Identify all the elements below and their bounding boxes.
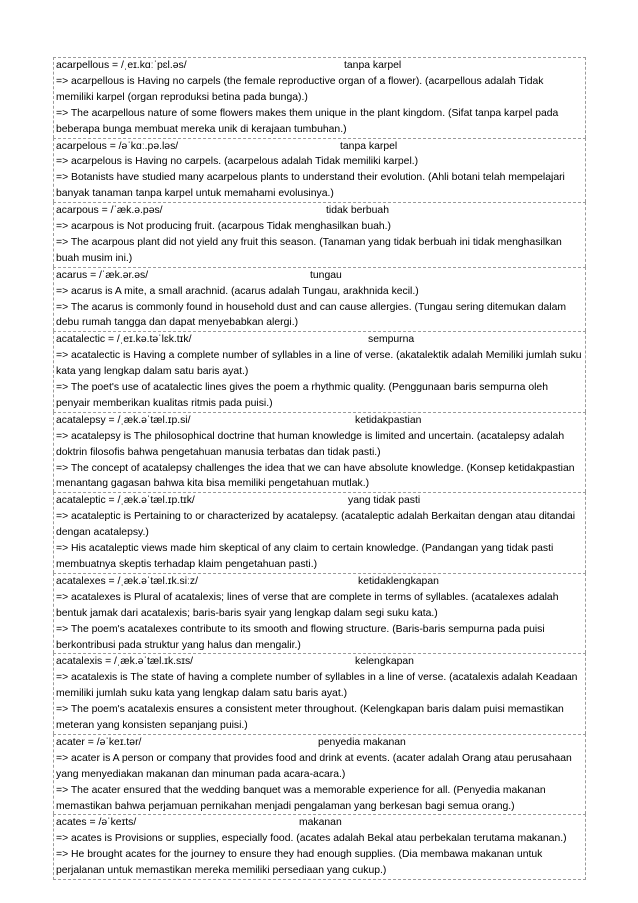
definition: => acarpellous is Having no carpels (the female reproductive organ of a flower). (acarpellous adalah Tidak memiliki karpel (organ reproduksi betina pada bunga).) [56,75,544,103]
example-sentence: => His acataleptic views made him skeptical of any claim to certain knowledge. (Pandangan yang tidak pasti membuatnya skeptis terhadap klaim pengetahuan pasti.) [56,543,554,570]
entry-acatalectic [53,331,586,412]
entry-headline [56,268,583,284]
entry-headline [56,815,583,831]
definition: => acarus is A mite, a small arachnid. (acarus adalah Tungau, arakhnida kecil.) [56,285,419,297]
translation: tidak berbuah [326,205,389,217]
entry-headline [56,735,583,751]
entry-acarus [53,267,586,332]
definition: => acatalepsy is The philosophical doctrine that human knowledge is limited and uncertain. (acatalepsy adalah doktrin filosofis bahwa pengetahuan manusia terbatas dan tidak pasti.) [56,430,565,458]
definition: => acatalectic is Having a complete number of syllables in a line of verse. (akatalektik adalah Memiliki jumlah suku kata yang lengkap dalam satu baris ayat.) [56,350,582,378]
translation: tanpa karpel [344,60,402,71]
entry-headline [56,332,583,348]
translation: tanpa karpel [340,140,398,152]
entry-acarpellous [53,57,586,138]
entry-acarpous [53,202,586,267]
headword: acatalectic = /ˌeɪ.kə.təˈlɛk.tɪk/ [56,334,192,346]
entry-acates [53,814,586,880]
translation: tungau [310,269,342,281]
definition: => acater is A person or company that provides food and drink at events. (acater adalah Orang atau perusahaan yang menyediakan makanan dan minuman pada acara-acara.) [56,752,572,780]
entry-headline [56,493,583,509]
entry-headline [56,58,583,74]
example-sentence: => The poet's use of acatalectic lines gives the poem a rhythmic quality. (Penggunaan baris sempurna oleh penyair memberikan kualitas ritmis pada puisi.) [56,382,548,409]
example-sentence: => The poem's acatalexes contribute to its smooth and flowing structure. (Baris-baris sempurna pada puisi berkontribusi pada struktur yang halus dan mengalir.) [56,623,545,651]
entry-acatalexes [53,573,586,654]
example-sentence: => He brought acates for the journey to ensure they had enough supplies. (Dia membawa makanan untuk perjalanan untuk memastikan mereka memiliki persediaan yang cukup.) [56,849,543,877]
dictionary-list [53,57,586,880]
translation: ketidakpastian [355,414,422,426]
example-sentence: => The acater ensured that the wedding banquet was a memorable experience for all. (Penyedia makanan memastikan bahwa perjamuan pernikahan menjadi pengalaman yang berkesan bagi semua orang.) [56,784,546,812]
example-sentence: => Botanists have studied many acarpelous plants to understand their evolution. (Ahli botani telah mempelajari banyak tanaman tanpa karpel untuk memahami evolusinya.) [56,172,565,200]
headword: acataleptic = /ˌæk.əˈtæl.ɪp.tɪk/ [56,495,195,507]
headword: acates = /əˈkeɪts/ [56,817,137,829]
entry-acarpelous [53,138,586,203]
definition: => acarpelous is Having no carpels. (acarpelous adalah Tidak memiliki karpel.) [56,156,419,168]
translation: makanan [299,817,342,829]
entry-acataleptic [53,492,586,573]
translation: penyedia makanan [318,736,406,748]
headword: acarus = /ˈæk.ər.əs/ [56,269,149,281]
definition: => acarpous is Not producing fruit. (acarpous Tidak menghasilkan buah.) [56,221,391,233]
definition: => acates is Provisions or supplies, especially food. (acates adalah Bekal atau perbekalan terutama makanan.) [56,833,567,845]
entry-headline [56,574,583,590]
entry-acater [53,734,586,815]
headword: acarpous = /ˈæk.ə.pəs/ [56,205,163,217]
definition: => acataleptic is Pertaining to or characterized by acatalepsy. (acataleptic adalah Berkaitan dengan atau ditandai dengan acatalepsy.) [56,511,576,539]
example-sentence: => The acarpous plant did not yield any fruit this season. (Tanaman yang tidak berbuah ini tidak menghasilkan buah musim ini.) [56,236,562,264]
entry-headline [56,139,583,155]
headword: acatalepsy = /ˌæk.əˈtæl.ɪp.si/ [56,414,191,426]
entry-headline [56,413,583,429]
entry-headline [56,654,583,670]
definition: => acatalexis is The state of having a complete number of syllables in a line of verse. (acatalexis adalah Keadaan memiliki jumlah suku kata yang lengkap dalam satu baris ayat.) [56,672,578,700]
definition: => acatalexes is Plural of acatalexis; lines of verse that are complete in terms of syllables. (acatalexes adalah bentuk jamak dari acatalexis; baris-baris syair yang lengkap dalam segi suku kata.) [56,591,559,619]
translation: sempurna [368,334,415,346]
example-sentence: => The acarpellous nature of some flowers makes them unique in the plant kingdom. (Sifat tanpa karpel pada beberapa bunga membuat mereka unik di kerajaan tumbuhan.) [56,107,559,135]
headword: acarpelous = /əˈkɑː.pə.ləs/ [56,140,179,152]
headword: acarpellous = /ˌeɪ.kɑːˈpɛl.əs/ [56,60,187,71]
headword: acatalexis = /ˌæk.əˈtæl.ɪk.sɪs/ [56,656,194,668]
example-sentence: => The acarus is commonly found in household dust and can cause allergies. (Tungau sering ditemukan dalam debu rumah tangga dan dapat menyebabkan alergi.) [56,301,567,329]
example-sentence: => The poem's acatalexis ensures a consistent meter throughout. (Kelengkapan baris dalam puisi memastikan meteran yang konsisten sepanjang puisi.) [56,704,564,732]
entry-acatalepsy [53,412,586,493]
entry-headline [56,203,583,219]
headword: acater = /əˈkeɪ.tər/ [56,736,142,748]
headword: acatalexes = /ˌæk.əˈtæl.ɪk.siːz/ [56,575,198,587]
example-sentence: => The concept of acatalepsy challenges the idea that we can have absolute knowledge. (Konsep ketidakpastian menantang gagasan bahwa kita bisa memiliki pengetahuan mutlak.) [56,462,575,490]
translation: kelengkapan [355,656,414,668]
translation: yang tidak pasti [348,495,421,507]
translation: ketidaklengkapan [358,575,439,587]
entry-acatalexis [53,653,586,734]
